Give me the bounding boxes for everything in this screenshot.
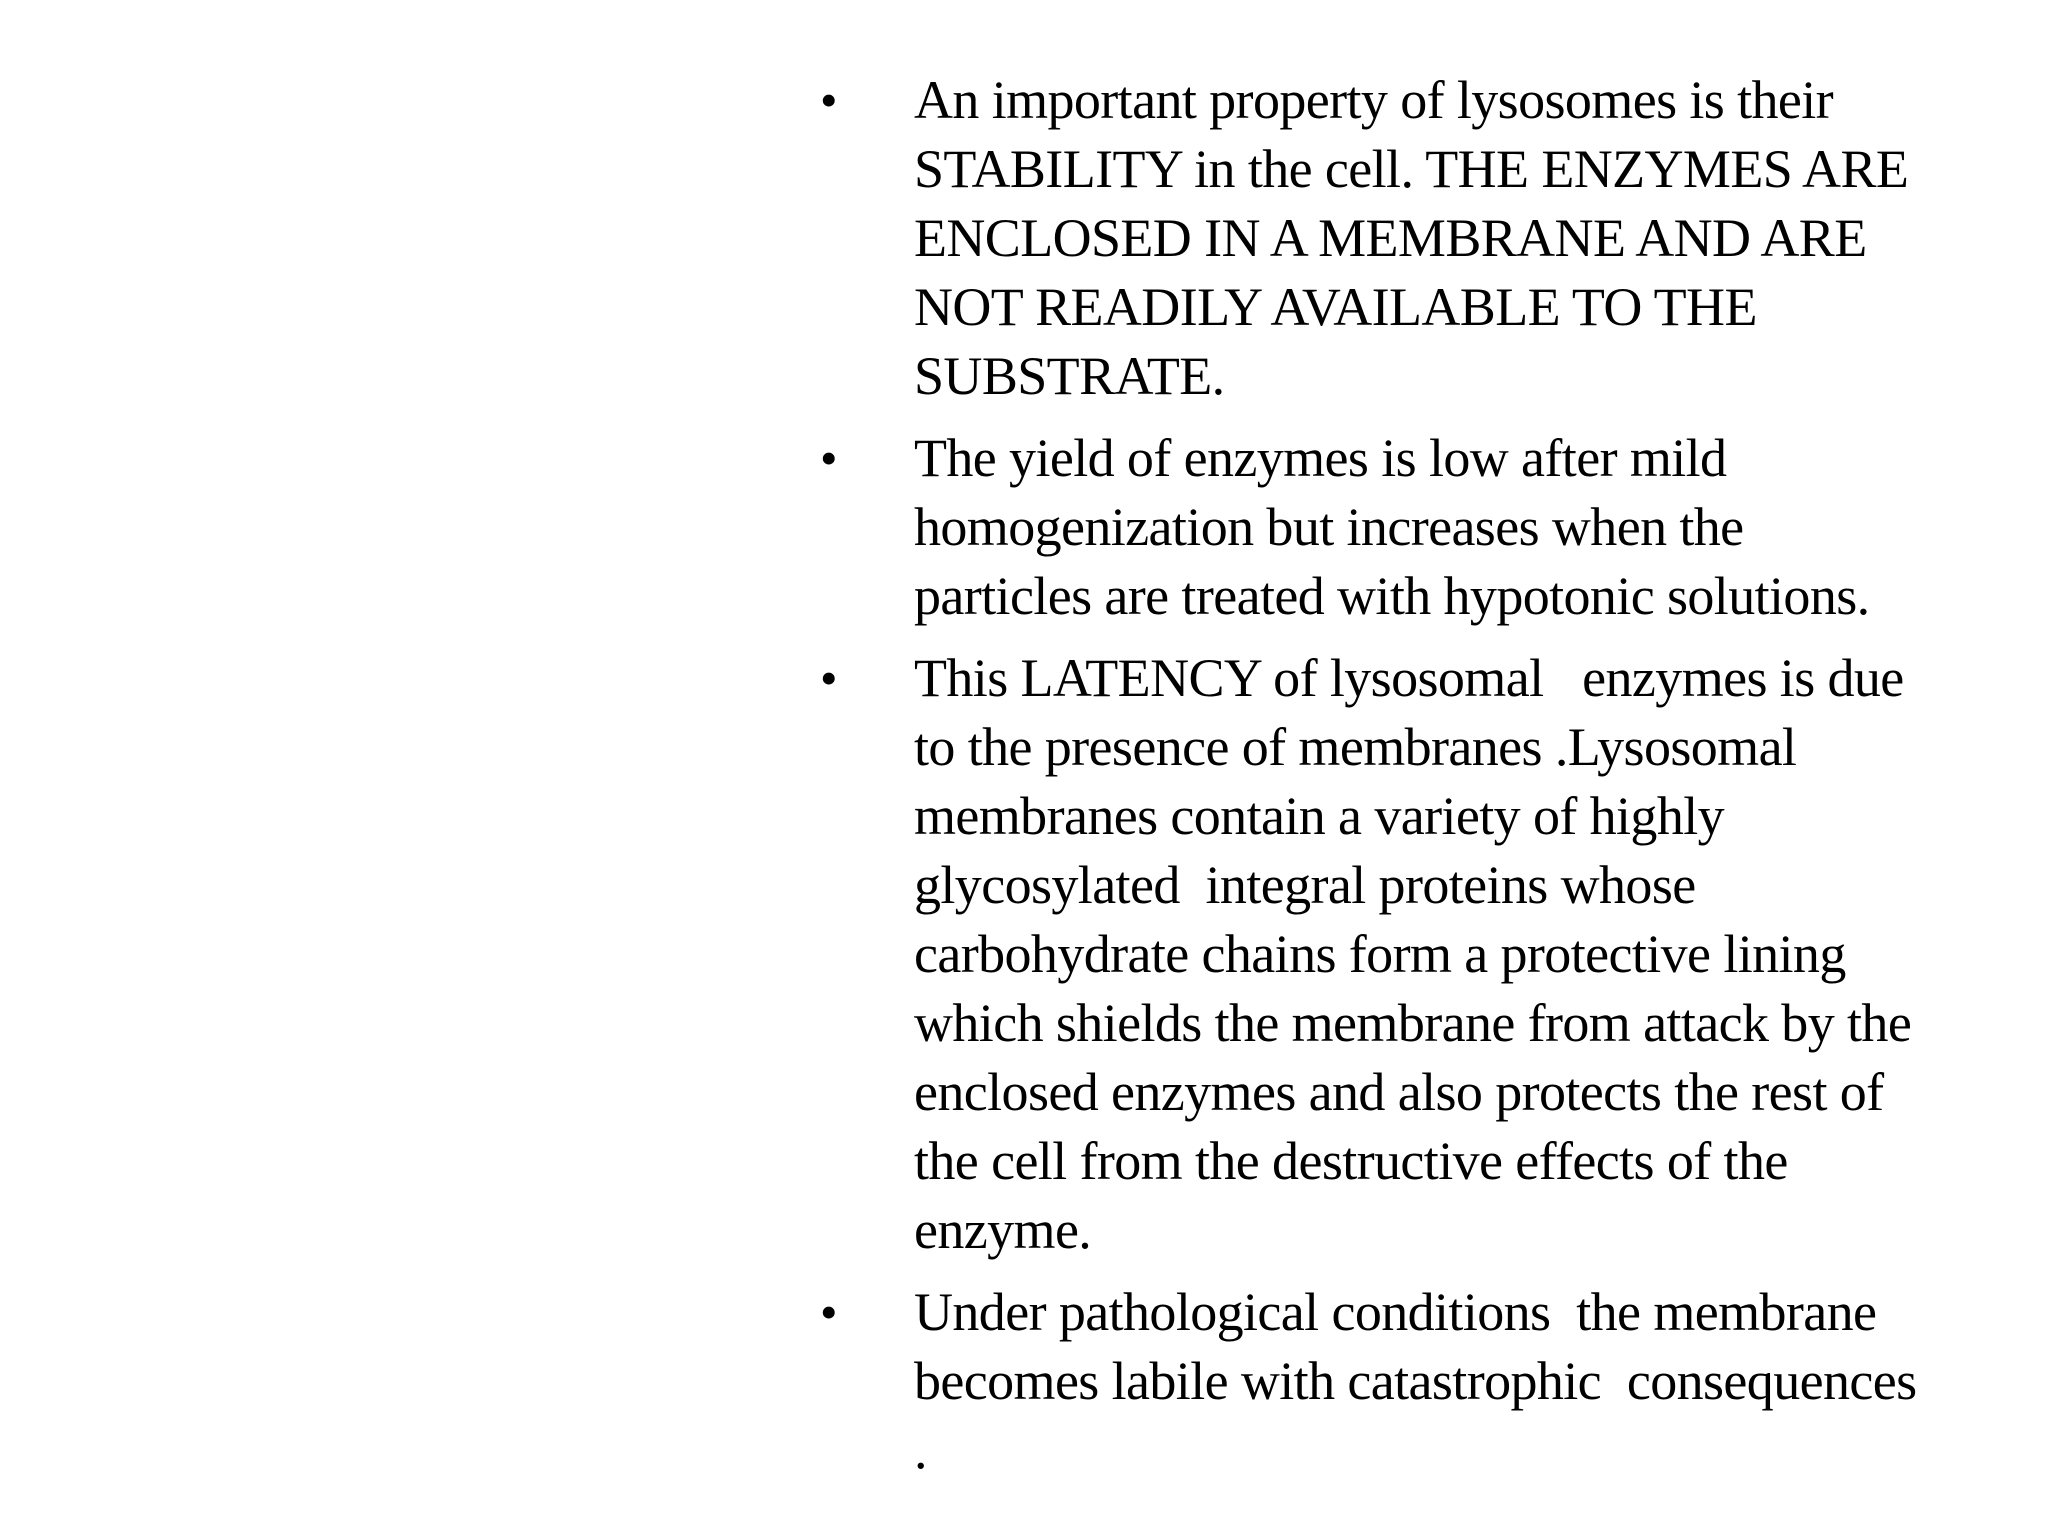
bullet-dot-icon: • <box>820 430 838 486</box>
text-line: glycosylated integral proteins whose <box>914 855 1696 915</box>
text-line: membranes contain a variety of highly <box>914 786 1725 846</box>
text-line: to the presence of membranes .Lysosomal <box>914 717 1797 777</box>
text-line: Under pathological conditions the membrane <box>914 1282 1877 1342</box>
text-line: This LATENCY of lysosomal enzymes is due <box>914 648 1904 708</box>
text-line: STABILITY in the cell. THE ENZYMES ARE <box>914 139 1909 199</box>
text-line: NOT READILY AVAILABLE TO THE <box>914 277 1757 337</box>
bullet-text <box>914 424 2010 631</box>
text-line: particles are treated with hypotonic solutions. <box>914 566 1870 626</box>
bullet-dot-icon: • <box>820 1284 838 1340</box>
text-line: . <box>914 1420 927 1480</box>
bullet-text <box>914 66 2010 411</box>
text-line: which shields the membrane from attack by the <box>914 993 1912 1053</box>
text-line: enzyme. <box>914 1200 1092 1260</box>
bullet-item-latency <box>820 644 2010 1265</box>
bullet-text <box>914 1278 2010 1485</box>
text-line: homogenization but increases when the <box>914 497 1744 557</box>
bullet-text <box>914 644 2010 1265</box>
text-line: enclosed enzymes and also protects the rest of <box>914 1062 1884 1122</box>
text-line: carbohydrate chains form a protective lining <box>914 924 1846 984</box>
bullet-list <box>820 66 2010 1498</box>
bullet-dot-icon: • <box>820 72 838 128</box>
bullet-item-pathological <box>820 1278 2010 1485</box>
text-line: SUBSTRATE. <box>914 346 1225 406</box>
text-line: ENCLOSED IN A MEMBRANE AND ARE <box>914 208 1867 268</box>
bullet-item-stability <box>820 66 2010 411</box>
text-line: the cell from the destructive effects of the <box>914 1131 1788 1191</box>
text-line: The yield of enzymes is low after mild <box>914 428 1727 488</box>
text-line: An important property of lysosomes is their <box>914 70 1834 130</box>
bullet-item-yield <box>820 424 2010 631</box>
text-line: becomes labile with catastrophic consequences <box>914 1351 1917 1411</box>
bullet-dot-icon: • <box>820 650 838 706</box>
